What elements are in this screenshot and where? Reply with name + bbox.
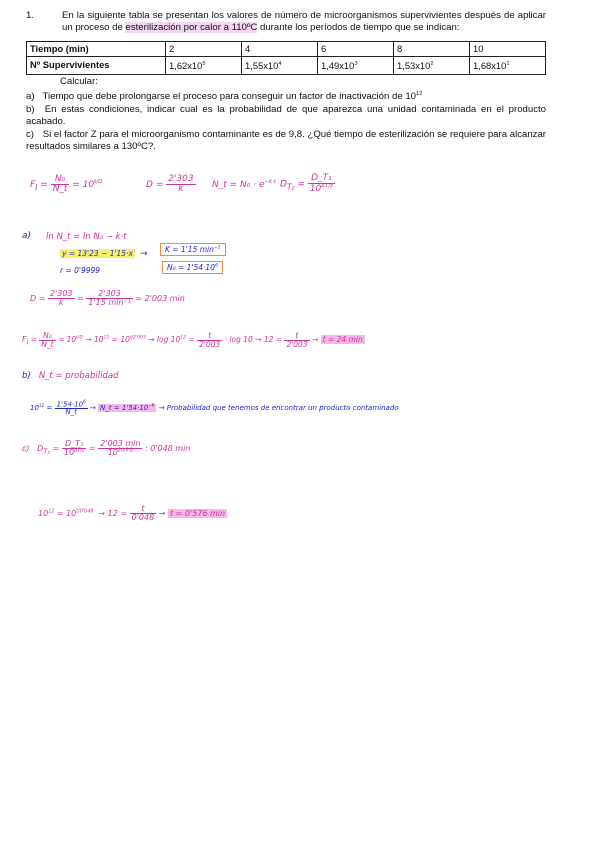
- table-cell: $1,62x10^5$: [166, 57, 242, 75]
- answer-b: $10^{12}$ = $\frac{1'54\cdot 10^6}{N\_t}$ → N_t = $1'54\cdot 10^{-6}$ → Probabilidad que tenemos de encontrar un producto contaminado: [30, 399, 399, 417]
- answer-a-regression: y = 13'23 − 1'15·x: [62, 249, 133, 258]
- problem-statement: [26, 10, 546, 153]
- part-b: b) En estas condiciones, indicar cual es la probabilidad de que aparezca una unidad contaminada en el producto acabado.: [26, 103, 546, 128]
- answer-c-final: $10^{12} = 10^{t/0'048} \to 12$ = $\frac{t}{0'048}$ → t = 0'576 min: [38, 504, 226, 522]
- table-cell: $1,49x10^3$: [318, 57, 394, 75]
- table-cell: $1,55x10^4$: [242, 57, 318, 75]
- part-a: a) Tiempo que debe prolongarse el proceso para conseguir un factor de inactivación de $10^{12}$: [26, 91, 423, 103]
- answer-a-fi: $F_I$ = $\frac{\text{N₀}}{N\_t}$ = $10^{t/D} \to 10^{12} = 10^{t/2'003} \to \log 10^{12}$ = $\frac{t}{2'003}$ · log 10 → 12 = $\frac{t}{2'003}$ → t = 24 min: [22, 331, 363, 349]
- row-header-time: Tiempo (min): [27, 41, 166, 56]
- answer-a-k: K = 1'15 $\min^{-1}$: [160, 246, 226, 254]
- answer-a-label: a): [22, 231, 32, 241]
- calcular-label: Calcular:: [60, 75, 98, 87]
- formula-dt2: $D_{T_2}$ = $\frac{\text{D\_T₁}}{10^{\Delta T/z}}$: [280, 173, 333, 194]
- question-number: 1.: [26, 10, 35, 21]
- table-row: [27, 41, 546, 56]
- answer-a-n0: $N_0 = 1'54\cdot 10^6$: [162, 264, 223, 272]
- survivors-table: [26, 41, 546, 75]
- answer-b-def: b) N_t = probabilidad: [22, 371, 119, 381]
- table-cell: 6: [318, 41, 394, 56]
- formula-d: D = $\frac{2'303}{k}$: [146, 174, 194, 194]
- question-intro-end: durante los períodos de tiempo que se indican:: [257, 22, 460, 34]
- formula-nt: N_t = $N_0 \cdot e^{-k\cdot t}$: [212, 179, 276, 190]
- table-row: [27, 57, 546, 75]
- answer-a-result: t = 24 min: [322, 335, 363, 344]
- question-header: [26, 10, 546, 35]
- table-cell: 4: [242, 41, 318, 56]
- answer-a-r: r = 0'9999: [60, 266, 101, 275]
- table-cell: $1,68x10^1$: [470, 57, 546, 75]
- arrow-icon: →: [140, 249, 148, 259]
- question-intro: En la siguiente tabla se presentan los valores de número de microorganismos supervivientes después de aplicar un proceso de: [62, 10, 546, 34]
- part-c: c) Si el factor Z para el microorganismo contaminante es de 9,8. ¿Qué tiempo de esterilización se requiere para alcanzar resultados similares a 130ºC?.: [26, 128, 547, 152]
- table-cell: 2: [166, 41, 242, 56]
- answer-b-result: N_t = $1'54\cdot 10^{-6}$: [100, 402, 155, 413]
- answer-a-equation: ln N_t = ln N₀ − k·t: [46, 232, 127, 242]
- formula-fi: $F_I$ = $\frac{\text{N₀}}{N\_t}$ = $10^{t/D}$: [30, 174, 103, 194]
- highlighted-phrase: esterilización por calor a 110ºC: [125, 22, 258, 34]
- answer-c-result: t = 0'576 min: [169, 509, 226, 518]
- question-text: [62, 10, 546, 35]
- row-header-survivors: Nº Supervivientes: [27, 57, 166, 75]
- table-cell: 8: [394, 41, 470, 56]
- table-cell: $1,53x10^2$: [394, 57, 470, 75]
- answer-a-d: D = $\frac{2'303}{k}$ = $\frac{2'303}{\text{1'15 min⁻¹}}$ = 2'003 min: [30, 289, 185, 307]
- answer-c: c) $D_{T_2}$ = $\frac{\text{D\_T₁}}{10^{\Delta T/z}}$ = $\frac{2'003 \min}{10^{20/9'8}}$ : 0'048 min: [22, 439, 191, 457]
- table-cell: 10: [470, 41, 546, 56]
